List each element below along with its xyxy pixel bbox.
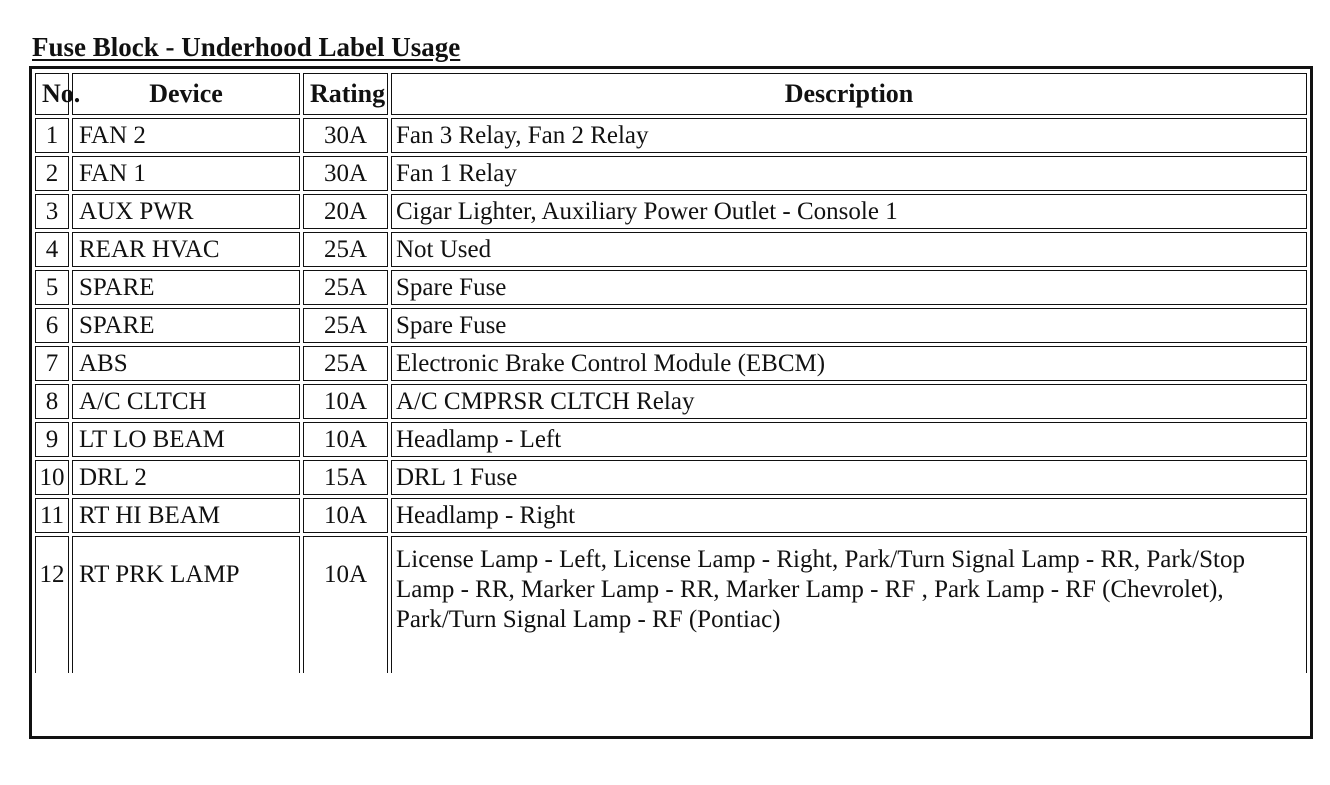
table-row: [35, 194, 1307, 229]
table-row: [35, 498, 1307, 533]
cell-rating: 10A: [303, 422, 388, 457]
cell-no: 1: [35, 118, 69, 153]
cell-rating: 10A: [303, 384, 388, 419]
cell-no: 2: [35, 156, 69, 191]
cell-description: Headlamp - Right: [391, 498, 1307, 533]
header-description: Description: [391, 73, 1307, 115]
cell-no: 12: [35, 536, 69, 673]
table-bottom-rule: [29, 736, 1313, 739]
cell-no: 8: [35, 384, 69, 419]
cell-rating: 25A: [303, 346, 388, 381]
cell-no: 3: [35, 194, 69, 229]
cell-rating: 20A: [303, 194, 388, 229]
cell-description: Spare Fuse: [391, 270, 1307, 305]
cell-description: Cigar Lighter, Auxiliary Power Outlet - Console 1: [391, 194, 1307, 229]
cell-description: A/C CMPRSR CLTCH Relay: [391, 384, 1307, 419]
cell-rating: 30A: [303, 156, 388, 191]
cell-device: SPARE: [72, 308, 300, 343]
table-row: [35, 384, 1307, 419]
cell-device: A/C CLTCH: [72, 384, 300, 419]
cell-no: 4: [35, 232, 69, 267]
cell-rating: 25A: [303, 270, 388, 305]
cell-device: RT PRK LAMP: [72, 536, 300, 673]
table-row: [35, 536, 1307, 673]
cell-rating: 10A: [303, 536, 388, 673]
cell-device: AUX PWR: [72, 194, 300, 229]
cell-description: Fan 1 Relay: [391, 156, 1307, 191]
cell-no: 10: [35, 460, 69, 495]
cell-description: Fan 3 Relay, Fan 2 Relay: [391, 118, 1307, 153]
cell-device: SPARE: [72, 270, 300, 305]
cell-device: LT LO BEAM: [72, 422, 300, 457]
header-no: No.: [35, 73, 69, 115]
header-device: Device: [72, 73, 300, 115]
cell-rating: 15A: [303, 460, 388, 495]
table-body: [35, 118, 1307, 673]
cell-no: 11: [35, 498, 69, 533]
cell-description: Headlamp - Left: [391, 422, 1307, 457]
fuse-table: [32, 70, 1310, 676]
table-row: [35, 270, 1307, 305]
cell-device: RT HI BEAM: [72, 498, 300, 533]
cell-device: DRL 2: [72, 460, 300, 495]
table-row: [35, 460, 1307, 495]
cell-rating: 30A: [303, 118, 388, 153]
cell-device: FAN 2: [72, 118, 300, 153]
cell-no: 9: [35, 422, 69, 457]
table-header-row: [35, 73, 1307, 115]
cell-rating: 25A: [303, 232, 388, 267]
cell-no: 6: [35, 308, 69, 343]
cell-description: DRL 1 Fuse: [391, 460, 1307, 495]
cell-rating: 25A: [303, 308, 388, 343]
table-row: [35, 118, 1307, 153]
cell-no: 7: [35, 346, 69, 381]
fuse-table-frame: [29, 66, 1313, 738]
cell-no: 5: [35, 270, 69, 305]
table-row: [35, 422, 1307, 457]
page-title: Fuse Block - Underhood Label Usage: [32, 32, 461, 62]
cell-description: Spare Fuse: [391, 308, 1307, 343]
cell-description: License Lamp - Left, License Lamp - Right, Park/Turn Signal Lamp - RR, Park/Stop Lamp - RR, Marker Lamp - RR, Marker Lamp - RF , Park Lamp - RF (Chevrolet), Park/Turn Signal Lamp - RF (Pontiac): [391, 536, 1307, 673]
header-rating: Rating: [303, 73, 388, 115]
cell-description: Electronic Brake Control Module (EBCM): [391, 346, 1307, 381]
table-row: [35, 346, 1307, 381]
table-row: [35, 232, 1307, 267]
cell-rating: 10A: [303, 498, 388, 533]
cell-device: FAN 1: [72, 156, 300, 191]
table-row: [35, 156, 1307, 191]
cell-device: REAR HVAC: [72, 232, 300, 267]
table-row: [35, 308, 1307, 343]
cell-device: ABS: [72, 346, 300, 381]
cell-description: Not Used: [391, 232, 1307, 267]
